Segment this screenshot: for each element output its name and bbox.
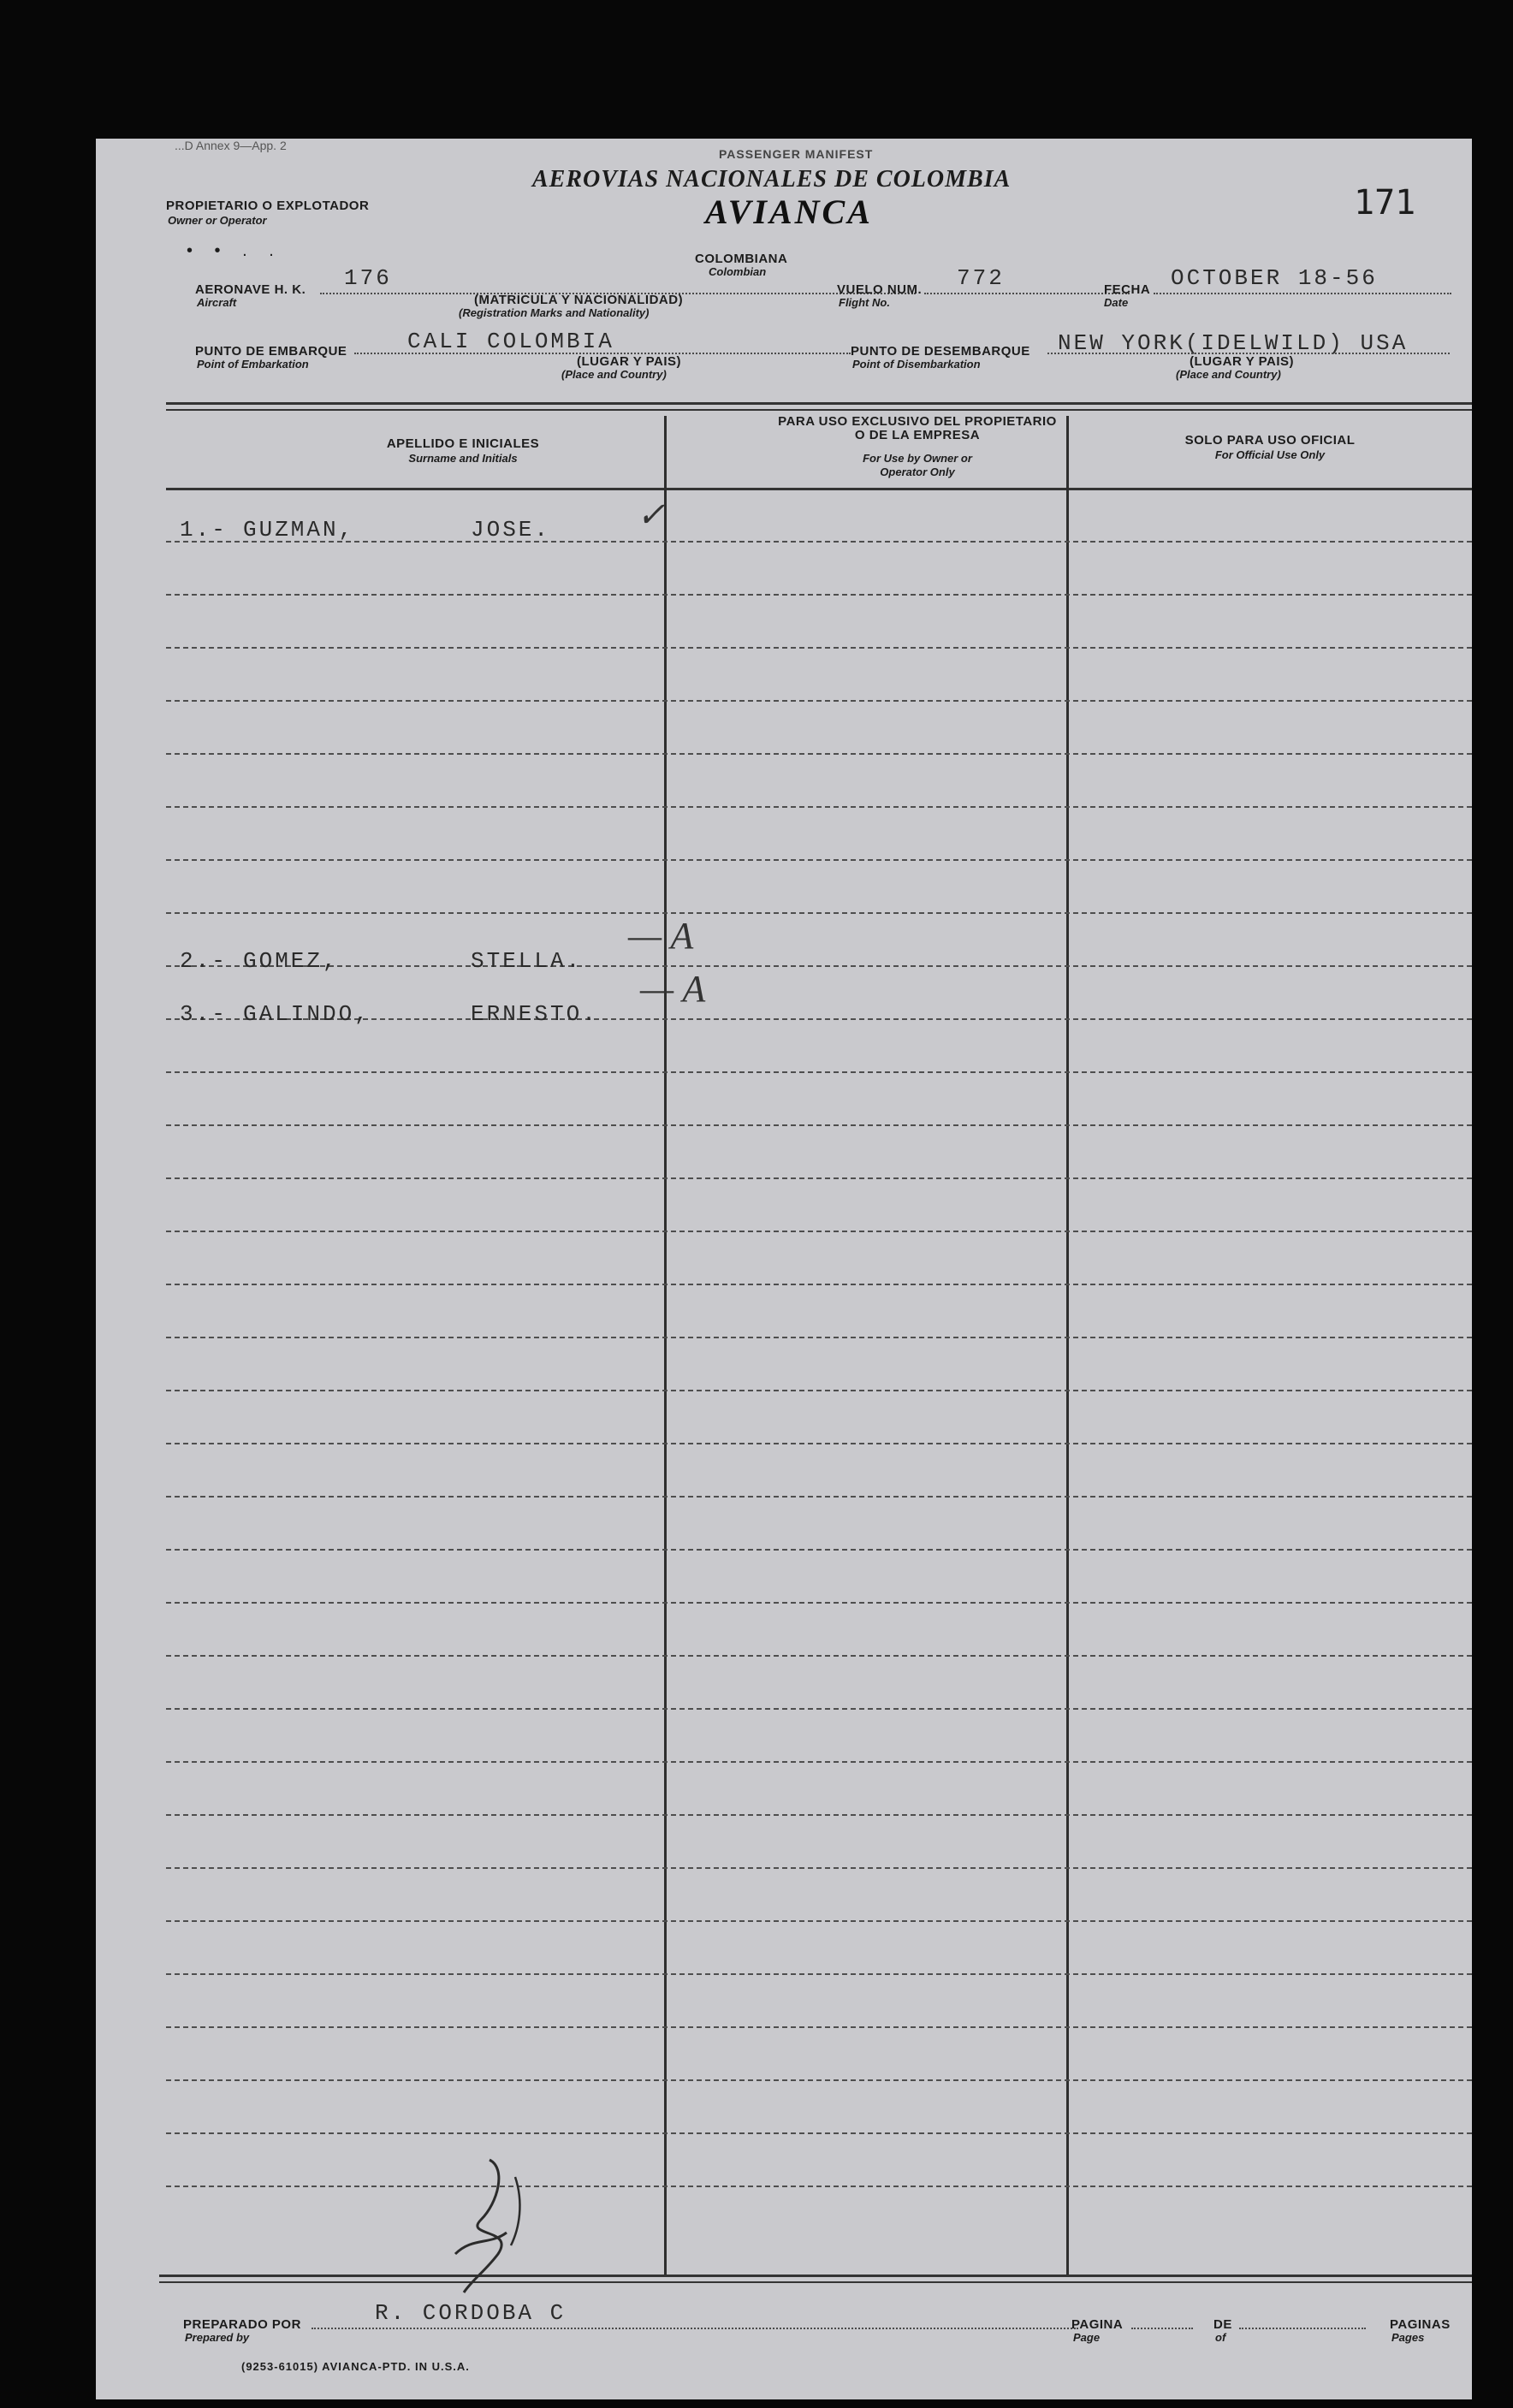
surname-column-subheader: Surname and Initials	[408, 452, 518, 465]
ruled-line	[166, 1124, 1472, 1126]
passenger-check-mark: ✓	[637, 495, 666, 534]
flight-number-value: 772	[957, 265, 1005, 291]
ruled-line	[166, 1177, 1472, 1179]
passenger-mark: — A	[628, 915, 694, 957]
ruled-line	[166, 2132, 1472, 2134]
date-label: FECHA	[1104, 282, 1151, 297]
date-value: OCTOBER 18-56	[1171, 265, 1378, 291]
footer-divider-bottom	[159, 2281, 1472, 2283]
prepared-by-sublabel: Prepared by	[185, 2331, 250, 2344]
of-field-line	[1239, 2328, 1366, 2329]
page-field-line	[1131, 2328, 1193, 2329]
official-column-header: SOLO PARA USO OFICIAL	[1184, 433, 1356, 448]
form-number: ...D Annex 9—App. 2	[175, 139, 287, 152]
page-sublabel: Page	[1073, 2331, 1101, 2344]
ruled-line	[166, 2186, 1472, 2187]
ruled-line	[166, 1071, 1472, 1073]
passenger-mark: — A	[640, 968, 706, 1010]
of-sublabel: of	[1215, 2331, 1226, 2344]
ruled-line	[166, 2079, 1472, 2081]
footer-divider-top	[159, 2275, 1472, 2277]
embarkation-place-label: (LUGAR Y PAIS)	[577, 354, 682, 369]
embarkation-label: PUNTO DE EMBARQUE	[195, 344, 347, 359]
manifest-sheet	[96, 139, 1472, 2399]
prepared-by-field-line	[312, 2328, 1078, 2329]
owner-use-column-header-1: PARA USO EXCLUSIVO DEL PROPIETARIO	[778, 414, 1057, 429]
ruled-line	[166, 1920, 1472, 1922]
owner-use-column-header-2: O DE LA EMPRESA	[854, 428, 981, 442]
passenger-surname: GUZMAN,	[243, 517, 355, 543]
disembarkation-place-sublabel: (Place and Country)	[1176, 368, 1281, 381]
column-header-divider	[166, 488, 1472, 490]
passenger-given-name: JOSE.	[471, 517, 551, 543]
date-field-line	[1154, 293, 1451, 294]
ruled-line	[166, 1284, 1472, 1285]
page-label: PAGINA	[1071, 2317, 1124, 2332]
ruled-line	[166, 1549, 1472, 1551]
airline-name: AEROVIAS NACIONALES DE COLOMBIA	[532, 166, 1012, 193]
aircraft-label: AERONAVE H. K.	[195, 282, 306, 297]
prepared-by-value: R. CORDOBA C	[375, 2300, 567, 2326]
owner-label: PROPIETARIO O EXPLOTADOR	[166, 199, 370, 213]
passenger-index: 1.-	[180, 517, 228, 543]
passenger-index: 2.-	[180, 948, 228, 974]
column-divider-2	[1066, 416, 1069, 2275]
passenger-index: 3.-	[180, 1001, 228, 1027]
flight-field-line	[924, 293, 1130, 294]
owner-use-column-subheader-1: For Use by Owner or	[863, 452, 972, 465]
column-divider-1	[664, 416, 667, 2275]
ruled-line	[166, 1443, 1472, 1444]
disembarkation-label: PUNTO DE DESEMBARQUE	[851, 344, 1030, 359]
prepared-by-label: PREPARADO POR	[183, 2317, 301, 2332]
pages-sublabel: Pages	[1391, 2331, 1425, 2344]
ruled-line	[166, 806, 1472, 808]
document-type: PASSENGER MANIFEST	[719, 147, 874, 161]
passenger-given-name: STELLA.	[471, 948, 583, 974]
ruled-line	[166, 859, 1472, 861]
nationality-sublabel: Colombian	[709, 265, 767, 278]
surname-column-header: APELLIDO E INICIALES	[386, 436, 540, 451]
of-label: DE	[1213, 2317, 1232, 2332]
disembarkation-value: NEW YORK(IDELWILD) USA	[1058, 330, 1409, 356]
ruled-line	[166, 1814, 1472, 1816]
ruled-line	[166, 1867, 1472, 1869]
ruled-line	[166, 1602, 1472, 1604]
flight-sublabel: Flight No.	[839, 296, 890, 309]
ruled-line	[166, 541, 1472, 543]
passenger-surname: GALINDO,	[243, 1001, 371, 1027]
ruled-line	[166, 1761, 1472, 1763]
header-divider-bottom	[166, 409, 1472, 411]
printer-imprint: (9253-61015) AVIANCA-PTD. IN U.S.A.	[241, 2360, 470, 2373]
pages-label: PAGINAS	[1390, 2317, 1451, 2332]
ruled-line	[166, 753, 1472, 755]
header-divider-top	[166, 402, 1472, 405]
disembarkation-sublabel: Point of Disembarkation	[852, 358, 981, 371]
passenger-surname: GOMEZ,	[243, 948, 339, 974]
registration-label: (MATRICULA Y NACIONALIDAD)	[474, 293, 684, 307]
ruled-line	[166, 2026, 1472, 2028]
official-column-subheader: For Official Use Only	[1214, 448, 1326, 461]
stray-marks: • • . .	[187, 241, 282, 260]
embarkation-sublabel: Point of Embarkation	[197, 358, 309, 371]
ruled-line	[166, 647, 1472, 649]
ruled-line	[166, 912, 1472, 914]
ruled-line	[166, 1496, 1472, 1498]
airline-brand-logo: AVIANCA	[705, 193, 873, 231]
nationality-label: COLOMBIANA	[695, 252, 788, 266]
ruled-line	[166, 1708, 1472, 1710]
passenger-given-name: ERNESTO.	[471, 1001, 598, 1027]
ruled-line	[166, 1231, 1472, 1232]
ruled-line	[166, 965, 1472, 967]
disembarkation-place-label: (LUGAR Y PAIS)	[1190, 354, 1295, 369]
date-sublabel: Date	[1104, 296, 1129, 309]
ruled-line	[166, 1390, 1472, 1391]
owner-sublabel: Owner or Operator	[168, 214, 267, 227]
ruled-line	[166, 1655, 1472, 1657]
flight-label: VUELO NUM.	[837, 282, 923, 297]
signature-scribble	[438, 2151, 541, 2297]
ruled-line	[166, 700, 1472, 702]
page-number: 171	[1354, 183, 1416, 222]
ruled-line	[166, 1973, 1472, 1975]
embarkation-place-sublabel: (Place and Country)	[561, 368, 667, 381]
owner-use-column-subheader-2: Operator Only	[880, 466, 955, 478]
registration-sublabel: (Registration Marks and Nationality)	[459, 306, 650, 319]
ruled-line	[166, 1337, 1472, 1338]
aircraft-registration-value: 176	[344, 265, 392, 291]
aircraft-sublabel: Aircraft	[197, 296, 237, 309]
embarkation-value: CALI COLOMBIA	[407, 329, 614, 354]
ruled-line	[166, 594, 1472, 596]
